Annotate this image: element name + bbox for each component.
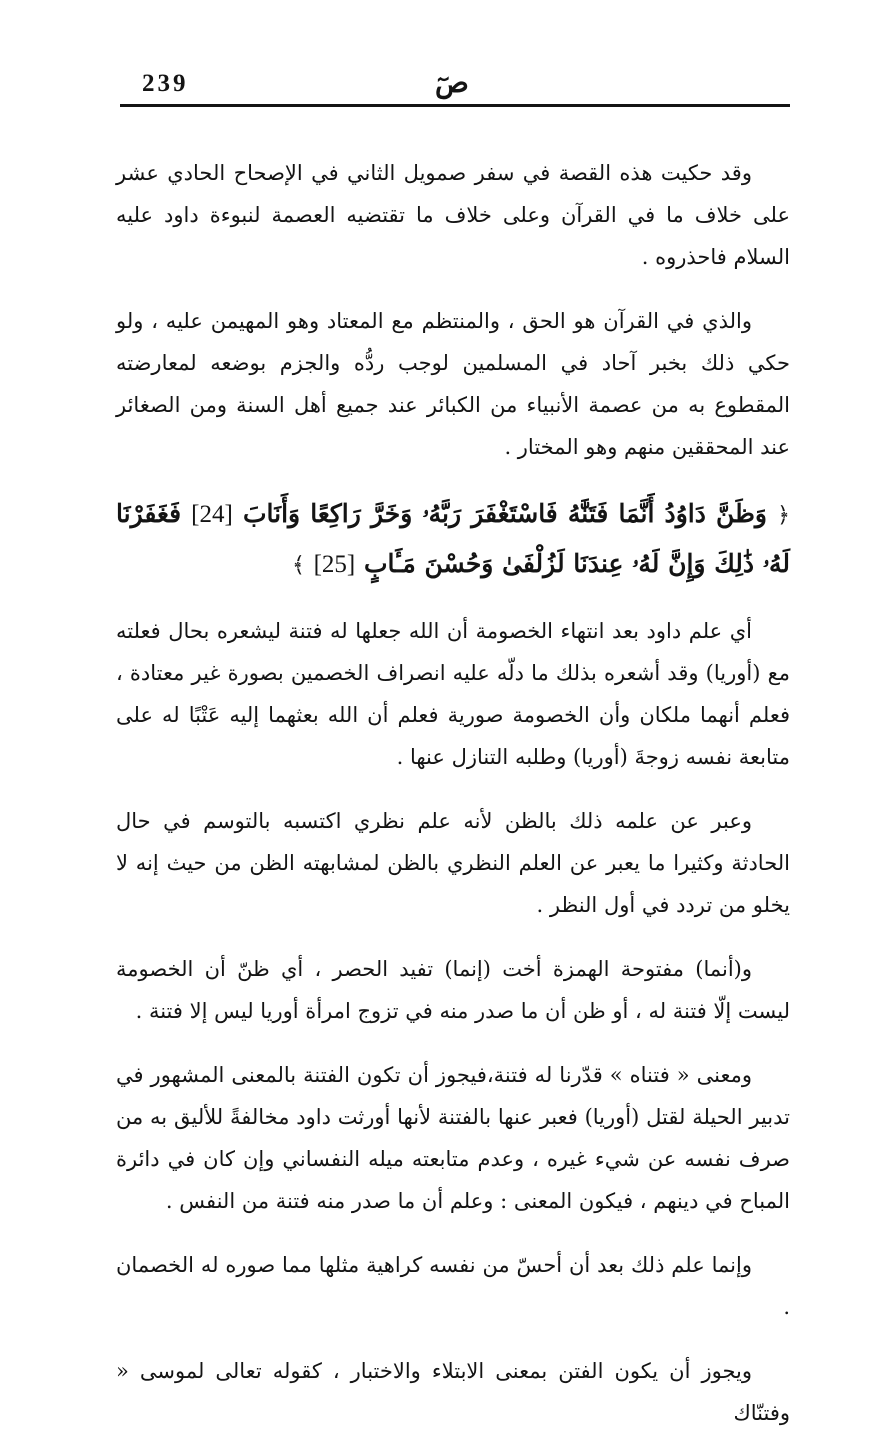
quran-verse	[116, 490, 790, 590]
paragraph-3: أي علم داود بعد انتهاء الخصومة أن الله جعلها له فتنة ليشعره بحال فعلته مع (أوريا) وقد أشعره بذلك ما دلّه عليه انصراف الخصمين بصورة غير معتادة ، فعلم أنهما ملكان وأن الخصومة صورية فعلم أن الله بعثهما إليه عَتْبًا له على متابعة نفسه زوجةَ (أوريا) وطلبه التنازل عنها .	[116, 619, 790, 769]
paragraph-1: وقد حكيت هذه القصة في سفر صمويل الثاني في الإصحاح الحادي عشر على خلاف ما في القرآن وعلى خلاف ما تقتضيه العصمة لنبوءة داود عليه السلام فاحذروه .	[116, 161, 790, 269]
verse-text-25: فَغَفَرْنَا لَهُۥ ذَٰلِكَ وَإِنَّ لَهُۥ عِندَنَا لَزُلْفَىٰ وَحُسْنَ مَـَٔابٍ	[116, 499, 790, 578]
page-body	[116, 152, 790, 1456]
page-header	[120, 66, 790, 110]
verse-text-24: وَظَنَّ دَاوُدُ أَنَّمَا فَتَنَّٰهُ فَاسْتَغْفَرَ رَبَّهُۥ وَخَرَّ رَاكِعًا وَأَنَابَ	[242, 499, 767, 528]
page-number: 239	[142, 70, 189, 97]
surah-title: صٓ	[435, 66, 469, 99]
paragraph-7: وإنما علم ذلك بعد أن أحسّ من نفسه كراهية مثلها مما صوره له الخصمان .	[116, 1253, 790, 1319]
paragraph-4: وعبر عن علمه ذلك بالظن لأنه علم نظري اكتسبه بالتوسم في حال الحادثة وكثيرا ما يعبر عن العلم النظري بالظن لمشابهته الظن من حيث إنه لا يخلو من تردد في أول النظر .	[116, 809, 790, 917]
header-divider	[120, 104, 790, 107]
verse-close-bracket: ﴾	[291, 553, 305, 578]
ayah-number-24: [24]	[191, 501, 233, 528]
paragraph-6: ومعنى « فتناه » قدّرنا له فتنة،فيجوز أن تكون الفتنة بالمعنى المشهور في تدبير الحيلة لقتل (أوريا) فعبر عنها بالفتنة لأنها أورثت داود مخالفةً للأليق به من صرف نفسه عن شيء غيره ، وعدم متابعته ميله النفساني وإن كان في دائرة المباح في دينهم ، فيكون المعنى : وعلم أن ما صدر منه فتنة من النفس .	[116, 1063, 790, 1213]
verse-open-bracket: ﴿	[777, 503, 790, 528]
ayah-number-25: [25]	[313, 551, 356, 578]
paragraph-2: والذي في القرآن هو الحق ، والمنتظم مع المعتاد وهو المهيمن عليه ، ولو حكي ذلك بخبر آحاد في المسلمين لوجب ردُّه والجزم بوضعه لمعارضته المقطوع به من عصمة الأنبياء من الكبائر عند جميع أهل السنة ومن الصغائر عند المحققين منهم وهو المختار .	[116, 309, 790, 459]
paragraph-5: و(أنما) مفتوحة الهمزة أخت (إنما) تفيد الحصر ، أي ظنّ أن الخصومة ليست إلّا فتنة له ، أو ظن أن ما صدر منه في تزوج امرأة أوريا ليس إلا فتنة .	[116, 957, 790, 1023]
paragraph-8: ويجوز أن يكون الفتن بمعنى الابتلاء والاختبار ، كقوله تعالى لموسى « وفتنّاك	[116, 1359, 790, 1425]
